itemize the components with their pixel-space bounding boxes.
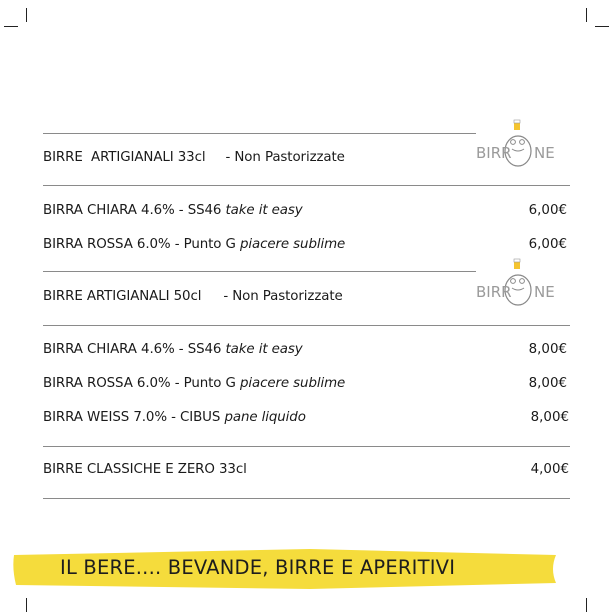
section1-heading-label: BIRRE ARTIGIANALI 33cl: [43, 150, 206, 165]
menu-item-price: 8,00€: [528, 376, 567, 391]
crop-mark-top-left-h: [4, 26, 18, 27]
section2-heading-label: BIRRE ARTIGIANALI 50cl: [43, 289, 202, 304]
menu-item-price: 8,00€: [530, 410, 569, 425]
crop-mark-bottom-right: [586, 598, 587, 612]
section3-heading: BIRRE CLASSICHE E ZERO 33cl: [43, 462, 247, 477]
divider-6: [43, 498, 570, 499]
divider-3: [43, 271, 476, 272]
menu-item: BIRRA ROSSA 6.0% - Punto G piacere sublime: [43, 376, 346, 391]
section2-note: - Non Pastorizzate: [223, 289, 343, 304]
menu-item: BIRRA CHIARA 4.6% - SS46 take it easy: [43, 203, 303, 218]
svg-text:NE: NE: [534, 283, 555, 301]
divider-4: [43, 325, 570, 326]
menu-item: BIRRA CHIARA 4.6% - SS46 take it easy: [43, 342, 303, 357]
crop-mark-top-right-h: [595, 26, 609, 27]
section2-heading: [43, 289, 343, 304]
divider-2: [43, 185, 570, 186]
divider-5: [43, 446, 570, 447]
birrone-logo-1: [474, 118, 564, 168]
menu-item: BIRRA WEISS 7.0% - CIBUS pane liquido: [43, 410, 306, 425]
birrone-logo-2: [474, 257, 564, 307]
svg-text:NE: NE: [534, 144, 555, 162]
section1-note: - Non Pastorizzate: [225, 150, 345, 165]
section3-price: 4,00€: [530, 462, 569, 477]
menu-item-price: 6,00€: [528, 203, 567, 218]
divider-1: [43, 133, 476, 134]
crop-mark-top-right: [586, 8, 587, 22]
menu-item-price: 6,00€: [528, 237, 567, 252]
crop-mark-top-left: [26, 8, 27, 22]
section1-heading: [43, 150, 345, 165]
footer-banner-text: IL BERE.... BEVANDE, BIRRE E APERITIVI: [60, 556, 456, 579]
menu-item: BIRRA ROSSA 6.0% - Punto G piacere sublime: [43, 237, 346, 252]
menu-item-price: 8,00€: [528, 342, 567, 357]
crop-mark-bottom-left: [26, 598, 27, 612]
svg-text:BIRR: BIRR: [476, 144, 512, 162]
svg-text:BIRR: BIRR: [476, 283, 512, 301]
